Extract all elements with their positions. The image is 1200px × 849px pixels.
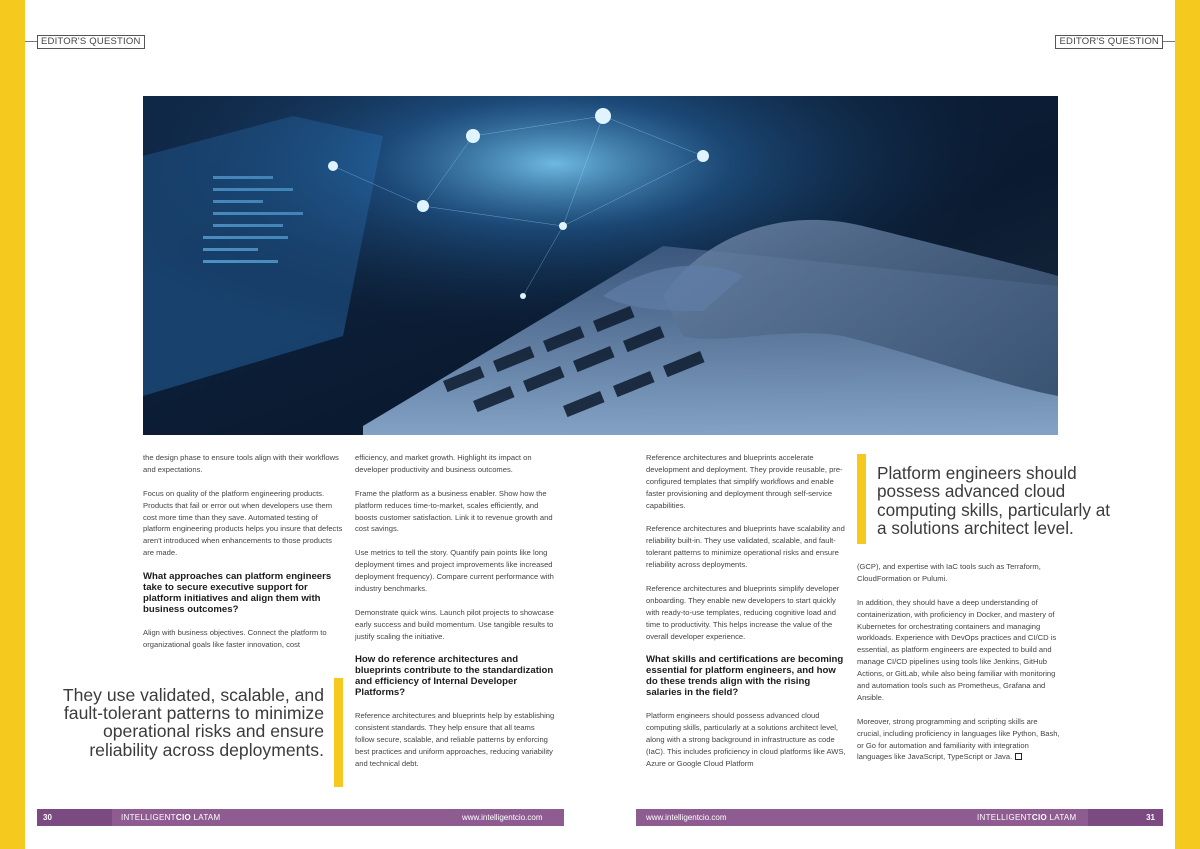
brand-bold: CIO bbox=[1031, 813, 1047, 822]
brand-bold: CIO bbox=[175, 813, 191, 822]
header-rule-right bbox=[1163, 41, 1175, 42]
footer-right bbox=[636, 809, 1163, 826]
col4-paragraph-3-text: Moreover, strong programming and scripting skills are crucial, including proficiency in languages like Python, Bash, or Go for automation and familiarity with integration languages like JavaScript, TypeScript or Java. bbox=[857, 716, 1060, 762]
col3-question-heading: What skills and certifications are becoming essential for platform engineers, and how do these trends align with the rising salaries in the field? bbox=[646, 654, 844, 699]
footer-left bbox=[37, 809, 564, 826]
col1-paragraph-1: the design phase to ensure tools align with their workflows and expectations. bbox=[143, 453, 339, 474]
left-accent-bar bbox=[0, 0, 25, 849]
col1-paragraph-3: Align with business objectives. Connect the platform to organizational goals like faster innovation, cost bbox=[143, 628, 327, 649]
brand-prefix: INTELLIGENT bbox=[121, 813, 176, 822]
column-1 bbox=[143, 452, 343, 663]
section-label-right: EDITOR'S QUESTION bbox=[1055, 35, 1163, 49]
right-accent-bar bbox=[1175, 0, 1200, 849]
col3-paragraph-2: Reference architectures and blueprints have scalability and reliability built-in. They use validated, scalable, and fault-tolerant patterns to minimize operational risks and ensure reliability across deployments. bbox=[646, 524, 845, 570]
col2-paragraph-4: Demonstrate quick wins. Launch pilot projects to showcase early success and build momentum. Use tangible results to justify scaling the initiative. bbox=[355, 607, 554, 641]
footer-brand-left bbox=[121, 809, 221, 826]
col1-paragraph-2: Focus on quality of the platform engineering products. Products that fail or error out when developers use them cost more time than they save. Automated testing of platform engineering products helps you insure that defects aren't introduced when enhancements to those products are made. bbox=[143, 488, 343, 558]
col2-paragraph-2: Frame the platform as a business enabler. Show how the platform reduces time-to-market, scales efficiently, and boosts customer satisfaction. Link it to revenue growth and cost savings. bbox=[355, 488, 553, 534]
page-number-right-box bbox=[1088, 809, 1163, 826]
col2-paragraph-1: efficiency, and market growth. Highlight its impact on developer productivity and business outcomes. bbox=[355, 453, 532, 474]
end-of-article-icon bbox=[1015, 753, 1022, 760]
col3-paragraph-4: Platform engineers should possess advanced cloud computing skills, particularly at a solutions architect level, along with a strong background in infrastructure as code (IaC). This includes proficiency in cloud platforms like AWS, Azure or Google Cloud Platform bbox=[646, 711, 846, 768]
col3-paragraph-1: Reference architectures and blueprints accelerate development and deployment. They provide reusable, pre-configured templates that simplify workflows and enable faster provisioning and deployment through self-service capabilities. bbox=[646, 453, 843, 510]
pull-quote-left: They use validated, scalable, and fault-tolerant patterns to minimize operational risks and ensure reliability across deployments. bbox=[62, 685, 324, 760]
col1-question-heading: What approaches can platform engineers take to secure executive support for platform initiatives and align them with business outcomes? bbox=[143, 571, 332, 616]
section-label-left: EDITOR'S QUESTION bbox=[37, 35, 145, 49]
pull-quote-right-bar bbox=[857, 454, 866, 544]
col2-paragraph-3: Use metrics to tell the story. Quantify pain points like long deployment times and project improvements like increased deployment frequency). Compare current performance with industry benchmarks. bbox=[355, 548, 554, 593]
brand-suffix: LATAM bbox=[191, 813, 221, 822]
pull-quote-right: Platform engineers should possess advanced cloud computing skills, particularly at a solutions architect level. bbox=[877, 463, 1111, 539]
page-number-left-box bbox=[37, 809, 112, 826]
col2-question-heading: How do reference architectures and blueprints contribute to the standardization and efficiency of Internal Developer Platforms? bbox=[355, 654, 554, 699]
pull-quote-left-bar bbox=[334, 678, 343, 787]
page-number-right: 31 bbox=[1146, 813, 1155, 822]
page-number-left: 30 bbox=[43, 813, 52, 822]
keyboard-photo-icon bbox=[143, 96, 1058, 435]
column-4 bbox=[857, 561, 1062, 775]
footer-brand-right bbox=[977, 809, 1077, 826]
footer-url-right[interactable]: www.intelligentcio.com bbox=[646, 813, 727, 822]
col4-paragraph-2: In addition, they should have a deep understanding of containerization, with proficiency in Docker, and mastery of Kubernetes for orchestrating containers and managing workloads. Experience with DevOps practices and CI/CD is essential, as platform engineers are expected to build and manage CI/CD pipelines using tools like Jenkins, GitHub Actions, or GitLab, while also being familiar with monitoring and automation tools such as Prometheus, Grafana and Ansible. bbox=[857, 597, 1057, 702]
brand-prefix: INTELLIGENT bbox=[977, 813, 1032, 822]
col2-paragraph-5: Reference architectures and blueprints help by establishing consistent standards. They help ensure that all teams follow secure, scalable, and reliable patterns by enforcing best practices and uniform approaches, reducing variability and technical debt. bbox=[355, 711, 555, 768]
hero-image bbox=[143, 96, 1058, 435]
footer-url-left[interactable]: www.intelligentcio.com bbox=[462, 813, 543, 822]
col3-paragraph-3: Reference architectures and blueprints simplify developer onboarding. They enable new developers to start quickly with ready-to-use templates, reducing cognitive load and time to productivity. This helps increase the value of the overall developer experience. bbox=[646, 583, 840, 641]
column-2 bbox=[355, 452, 555, 782]
column-3 bbox=[646, 452, 846, 782]
col4-paragraph-1: (GCP), and expertise with IaC tools such as Terraform, CloudFormation or Pulumi. bbox=[857, 562, 1041, 583]
header-rule-left bbox=[25, 41, 37, 42]
col4-paragraph-3 bbox=[857, 716, 1062, 764]
brand-suffix: LATAM bbox=[1047, 813, 1077, 822]
